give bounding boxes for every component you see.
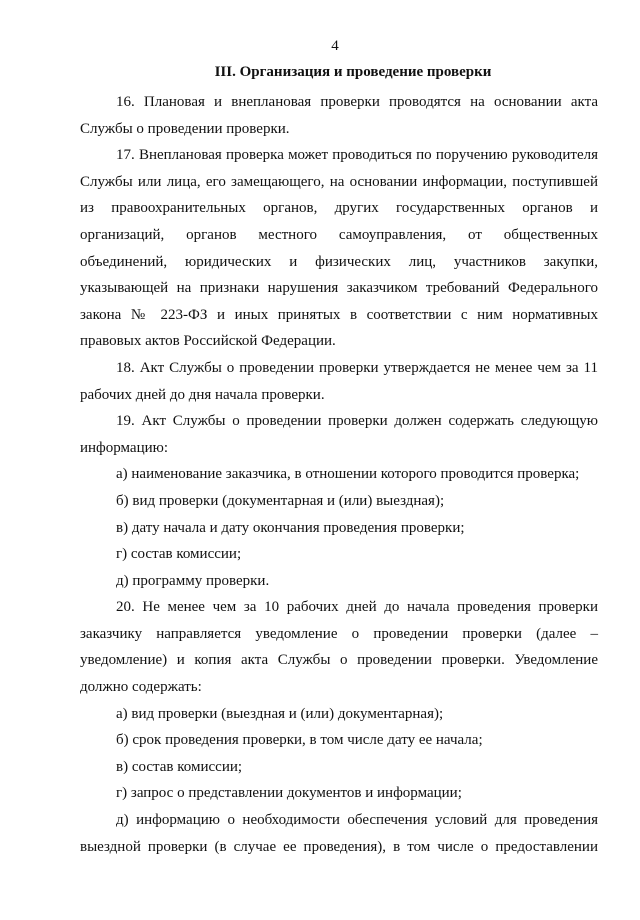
paragraph-19: 19. Акт Службы о проведении проверки должен содержать следующую информацию: bbox=[80, 413, 598, 456]
section-heading: III. Организация и проведение проверки bbox=[214, 64, 492, 80]
paragraph-16: 16. Плановая и внеплановая проверки проводятся на основании акта Службы о проведении проверки. bbox=[80, 94, 598, 137]
paragraph-20: 20. Не менее чем за 10 рабочих дней до начала проведения проверки заказчику направляется уведомление о проведении проверки (далее – уведомление) и копия акта Службы о проведении проверки. Уведомление должно содержать: bbox=[80, 599, 598, 696]
list-item-20c: в) состав комиссии; bbox=[116, 758, 243, 775]
list-item-19a: а) наименование заказчика, в отношении которого проводится проверка; bbox=[116, 466, 580, 483]
list-item-19d: г) состав комиссии; bbox=[116, 546, 242, 563]
document-body bbox=[80, 89, 598, 860]
list-item-20b: б) срок проведения проверки, в том числе дату ее начала; bbox=[116, 732, 483, 749]
paragraph-17: 17. Внеплановая проверка может проводиться по поручению руководителя Службы или лица, его замещающего, на основании информации, поступившей из правоохранительных органов, других государственных органов и организаций, органов местного самоуправления, от общественных объединений, юридических и физических лиц, участников закупки, указывающей на признаки нарушения заказчиком требований Федерального закона № 223-ФЗ и иных принятых в соответствии с ним нормативных правовых актов Российской Федерации. bbox=[80, 147, 598, 350]
list-item-20a: а) вид проверки (выездная и (или) документарная); bbox=[116, 705, 444, 722]
list-item-20d: г) запрос о представлении документов и информации; bbox=[116, 785, 462, 802]
page-number: 4 bbox=[331, 38, 339, 54]
list-item-19e: д) программу проверки. bbox=[116, 572, 270, 589]
list-item-19c: в) дату начала и дату окончания проведения проверки; bbox=[116, 519, 465, 536]
list-item-20e: д) информацию о необходимости обеспечения условий для проведения выездной проверки (в случае ее проведения), в том числе о предоставлении bbox=[80, 812, 598, 855]
paragraph-18: 18. Акт Службы о проведении проверки утверждается не менее чем за 11 рабочих дней до дня начала проверки. bbox=[80, 359, 598, 403]
list-item-19b: б) вид проверки (документарная и (или) выездная); bbox=[116, 492, 445, 509]
